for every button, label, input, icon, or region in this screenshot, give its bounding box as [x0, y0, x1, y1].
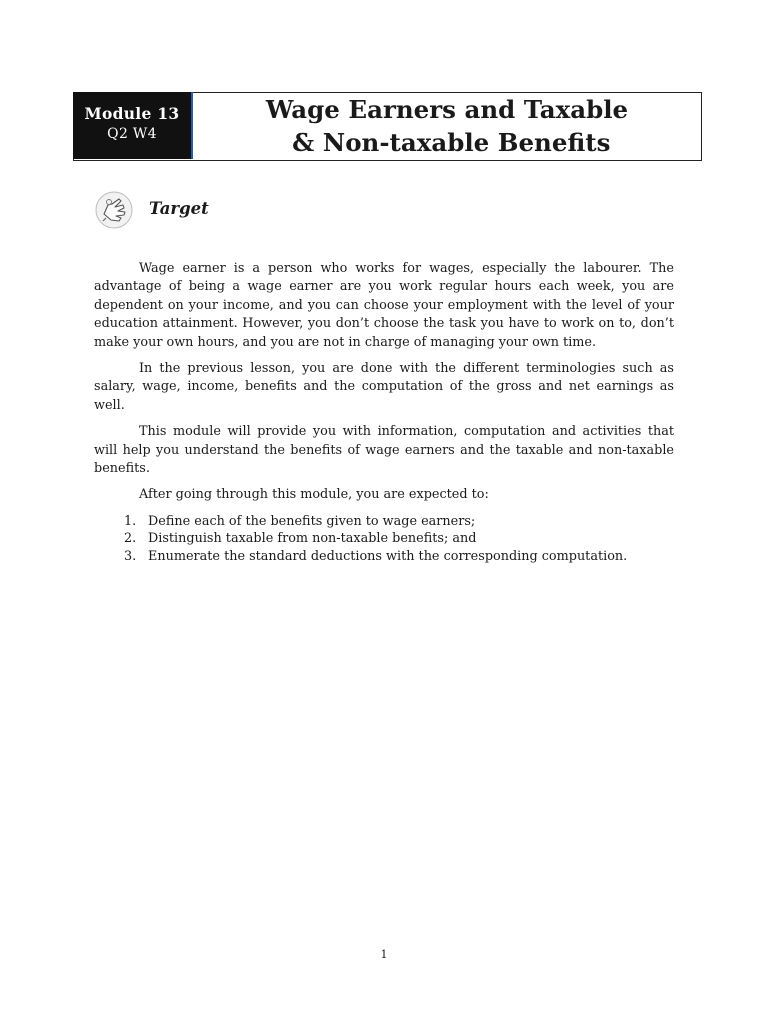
previous-lesson-paragraph: In the previous lesson, you are done with the different terminologies such as salary, wage, income, benefits and the computation of the gross and net earnings as well. [94, 361, 674, 413]
list-item-text: Define each of the benefits given to wage earners; [148, 513, 476, 529]
module-number: Module 13 [84, 103, 180, 123]
list-item-number: 2. [124, 531, 137, 547]
title-line-1: Wage Earners and Taxable [265, 94, 629, 124]
list-item-text: Enumerate the standard deductions with the corresponding computation. [148, 548, 628, 564]
title-line-2: & Non-taxable Benefits [283, 127, 611, 157]
objectives-intro: After going through this module, you are expected to: [139, 487, 489, 503]
list-item [94, 548, 674, 566]
list-item-text: Distinguish taxable from non-taxable benefits; and [148, 531, 477, 547]
module-body [94, 260, 674, 565]
target-label: Target [149, 198, 209, 218]
intro-paragraph: Wage earner is a person who works for wages, especially the labourer. The advantage of being a wage earner are you work regular hours each week, you are dependent on your income, and you can choose your employment with the level of your education attainment. However, you don’t choose the task you have to work on to, don’t make your own hours, and you are not in charge of managing your own time. [94, 261, 674, 350]
target-section-heading [94, 190, 209, 230]
module-badge [73, 92, 193, 159]
objectives-list [94, 513, 674, 566]
module-overview-paragraph: This module will provide you with information, computation and activities that will help you understand the benefits of wage earners and the taxable and non-taxable benefits. [94, 424, 674, 477]
page-title [193, 93, 701, 160]
page-number: 1 [380, 948, 388, 961]
list-item-number: 1. [124, 513, 137, 529]
target-hand-icon [94, 190, 134, 230]
quarter-week: Q2 W4 [107, 125, 157, 142]
list-item-number: 3. [124, 548, 137, 564]
list-item [94, 513, 674, 531]
module-header [73, 92, 702, 161]
list-item [94, 530, 674, 548]
